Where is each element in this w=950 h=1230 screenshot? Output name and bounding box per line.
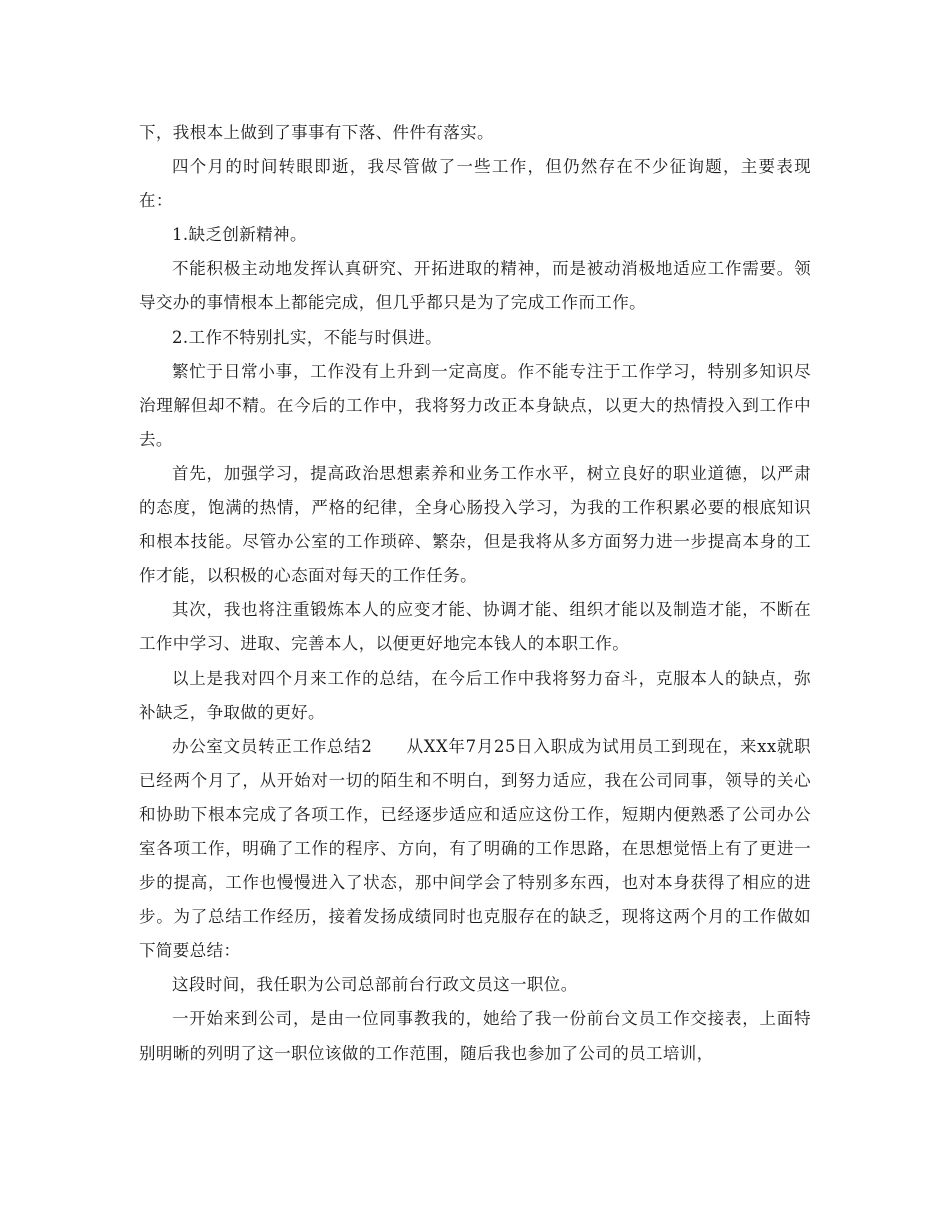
section-2-paragraph-2: 这段时间，我任职为公司总部前台行政文员这一职位。	[172, 975, 578, 995]
section-2-heading: 办公室文员转正工作总结2	[172, 736, 373, 756]
document-body	[139, 116, 811, 1071]
list-item-1: 1.缺乏创新精神。	[172, 225, 307, 245]
paragraph-2: 四个月的时间转眼即逝，我尽管做了一些工作，但仍然存在不少征询题，主要表现在：	[139, 157, 811, 211]
paragraph-7: 以上是我对四个月来工作的总结，在今后工作中我将努力奋斗，克服本人的缺点，弥补缺乏，争取做的更好。	[139, 668, 811, 722]
paragraph-6: 其次，我也将注重锻炼本人的应变才能、协调才能、组织才能以及制造才能，不断在工作中学习、进取、完善本人，以便更好地完本钱人的本职工作。	[139, 600, 811, 654]
paragraph-3: 不能积极主动地发挥认真研究、开拓进取的精神，而是被动消极地适应工作需要。领导交办的事情根本上都能完成，但几乎都只是为了完成工作而工作。	[139, 259, 811, 313]
list-item-2: 2.工作不特别扎实，不能与时俱进。	[172, 327, 443, 347]
section-2-first-paragraph: 从XX年7月25日入职成为试用员工到现在，来xx就职已经两个月了，从开始对一切的陌生和不明白，到努力适应，我在公司同事，领导的关心和协助下根本完成了各项工作，已经逐步适应和适应这份工作，短期内便熟悉了公司办公室各项工作，明确了工作的程序、方向，有了明确的工作思路，在思想觉悟上有了更进一步的提高，工作也慢慢进入了状态，那中间学会了特别多东西，也对本身获得了相应的进步。为了总结工作经历，接着发扬成绩同时也克服存在的缺乏，现将这两个月的工作做如下简要总结：	[139, 736, 811, 961]
section-2-opening	[139, 730, 811, 969]
paragraph-4: 繁忙于日常小事，工作没有上升到一定高度。作不能专注于工作学习，特别多知识尽治理解但却不精。在今后的工作中，我将努力改正本身缺点，以更大的热情投入到工作中去。	[139, 361, 811, 449]
paragraph-5: 首先，加强学习，提高政治思想素养和业务工作水平，树立良好的职业道德，以严肃的态度，饱满的热情，严格的纪律，全身心肠投入学习，为我的工作积累必要的根底知识和根本技能。尽管办公室的工作琐碎、繁杂，但是我将从多方面努力进一步提高本身的工作才能，以积极的心态面对每天的工作任务。	[139, 463, 811, 586]
section-2-paragraph-3: 一开始来到公司，是由一位同事教我的，她给了我一份前台文员工作交接表，上面特别明晰的列明了这一职位该做的工作范围，随后我也参加了公司的员工培训，	[139, 1009, 811, 1063]
paragraph-1: 下，我根本上做到了事事有下落、件件有落实。	[139, 123, 494, 142]
